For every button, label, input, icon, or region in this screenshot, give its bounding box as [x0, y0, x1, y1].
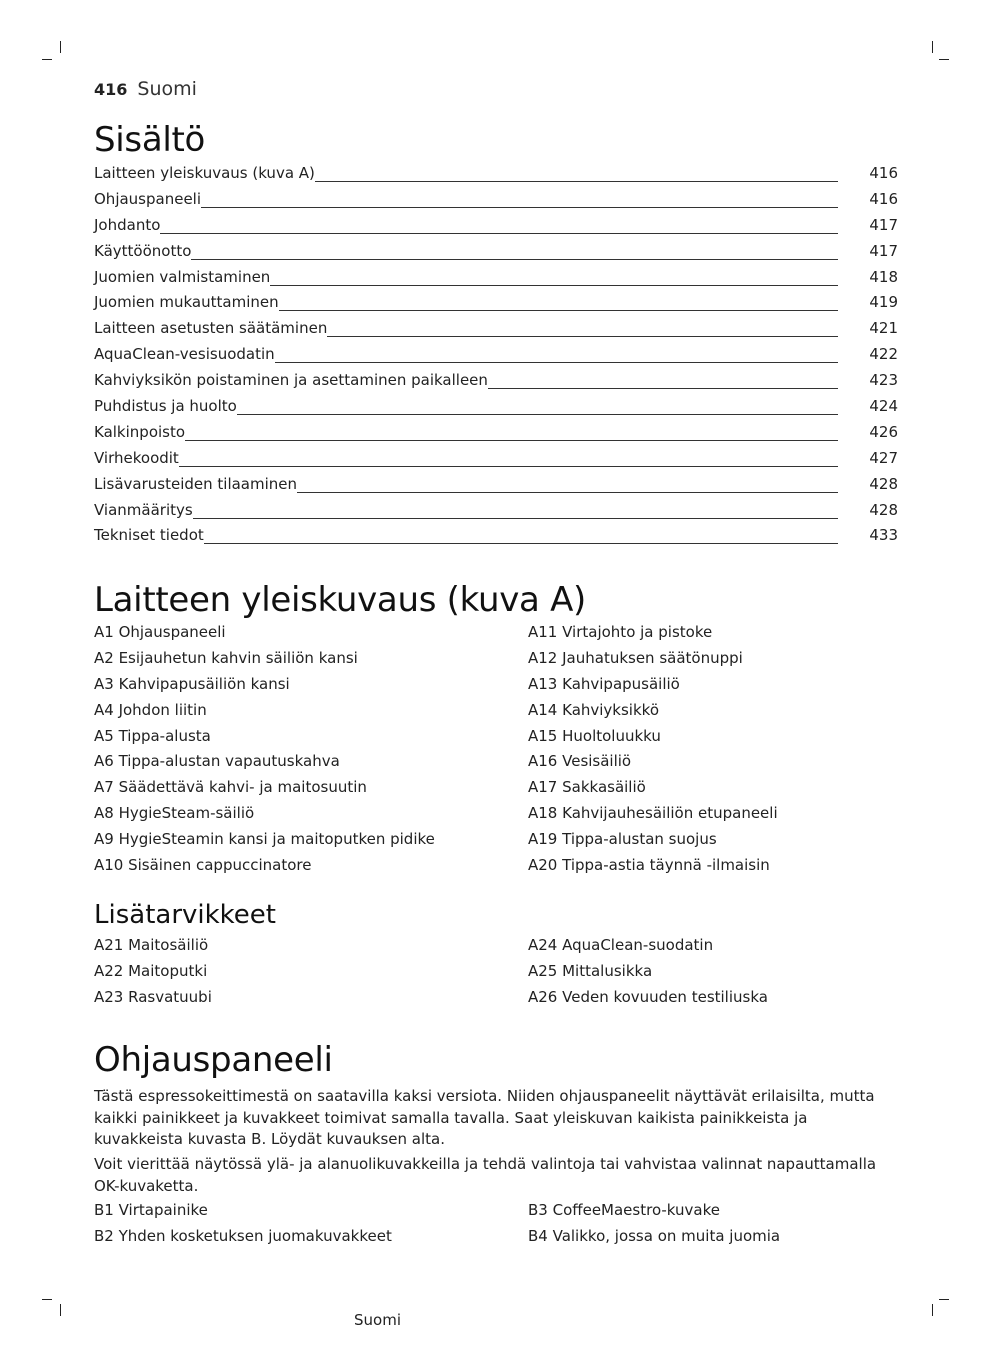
list-row [94, 778, 898, 804]
list-item: A13 Kahvipapusäiliö [528, 674, 680, 693]
list-item: A3 Kahvipapusäiliön kansi [94, 674, 290, 693]
toc-entry[interactable] [94, 501, 898, 527]
toc-leader-line [94, 518, 838, 519]
toc-entry-label: Juomien valmistaminen [94, 267, 271, 286]
list-row [94, 752, 898, 778]
list-row [94, 804, 898, 830]
table-of-contents [94, 164, 898, 552]
list-item: A20 Tippa-astia täynnä -ilmaisin [528, 856, 770, 875]
page-number: 416 [94, 80, 128, 99]
list-row [94, 649, 898, 675]
crop-mark [939, 1299, 949, 1300]
crop-mark [60, 1304, 61, 1316]
list-item: B3 CoffeeMaestro-kuvake [528, 1201, 720, 1219]
toc-entry-label: Laitteen yleiskuvaus (kuva A) [94, 164, 315, 182]
list-item: A2 Esijauhetun kahvin säiliön kansi [94, 648, 358, 667]
list-row [94, 623, 898, 649]
toc-entry-label: Laitteen asetusten säätäminen [94, 319, 328, 338]
list-row [94, 727, 898, 753]
toc-title: Sisältö [94, 120, 206, 160]
toc-entry-label: Lisävarusteiden tilaaminen [94, 474, 298, 493]
toc-entry-page: 421 [869, 319, 898, 338]
list-item: A24 AquaClean-suodatin [528, 936, 714, 954]
crop-mark [60, 41, 61, 53]
toc-entry-label: AquaClean-vesisuodatin [94, 345, 275, 364]
toc-entry-label: Johdanto [94, 215, 161, 234]
toc-entry[interactable] [94, 319, 898, 345]
list-row [94, 936, 898, 962]
toc-entry-label: Kahviyksikön poistaminen ja asettaminen paikalleen [94, 371, 488, 390]
list-item: A15 Huoltoluukku [528, 726, 661, 745]
toc-entry-page: 423 [869, 371, 898, 390]
list-row [94, 856, 898, 882]
toc-entry[interactable] [94, 164, 898, 190]
control-panel-paragraph: Tästä espressokeittimestä on saatavilla kaksi versiota. Niiden ohjauspaneelit näyttävät erilaisilta, mutta kaikki painikkeet ja kuvakkeet toimivat samalla tavalla. Saat yleiskuvan kaikista painikkeista ja kuvakkeista kuvasta B. Löydät kuvauksen alta. [94, 1087, 875, 1148]
toc-entry-page: 419 [869, 293, 898, 312]
header-language: Suomi [137, 78, 197, 100]
toc-leader-line [94, 207, 838, 208]
toc-entry-page: 428 [869, 500, 898, 519]
list-item: A25 Mittalusikka [528, 961, 653, 980]
crop-mark [932, 1304, 933, 1316]
list-item: A23 Rasvatuubi [94, 987, 212, 1006]
toc-entry-page: 427 [869, 448, 898, 467]
page-footer: Suomi [354, 1311, 401, 1329]
list-row [94, 701, 898, 727]
toc-entry[interactable] [94, 345, 898, 371]
toc-entry-page: 416 [869, 164, 898, 182]
list-item: A11 Virtajohto ja pistoke [528, 623, 713, 641]
toc-entry[interactable] [94, 449, 898, 475]
list-row [94, 675, 898, 701]
list-row [94, 962, 898, 988]
crop-mark [939, 59, 949, 60]
overview-list [94, 623, 898, 882]
toc-entry-label: Juomien mukauttaminen [94, 293, 279, 312]
list-item: B2 Yhden kosketuksen juomakuvakkeet [94, 1226, 392, 1245]
overview-title: Laitteen yleiskuvaus (kuva A) [94, 580, 586, 620]
list-item: A7 Säädettävä kahvi- ja maitosuutin [94, 778, 367, 797]
toc-entry-label: Tekniset tiedot [94, 526, 204, 545]
list-item: A10 Sisäinen cappuccinatore [94, 856, 312, 875]
list-row [94, 1201, 898, 1227]
toc-entry[interactable] [94, 475, 898, 501]
toc-entry-label: Kalkinpoisto [94, 422, 186, 441]
toc-entry-page: 424 [869, 397, 898, 416]
toc-entry-label: Vianmääritys [94, 500, 193, 519]
list-item: A5 Tippa-alusta [94, 726, 211, 745]
toc-entry-page: 428 [869, 474, 898, 493]
list-item: A14 Kahviyksikkö [528, 700, 659, 719]
toc-entry[interactable] [94, 216, 898, 242]
crop-mark [42, 59, 52, 60]
crop-mark [932, 41, 933, 53]
list-item: B1 Virtapainike [94, 1201, 208, 1219]
toc-entry-page: 433 [869, 526, 898, 545]
crop-mark [42, 1299, 52, 1300]
toc-entry[interactable] [94, 293, 898, 319]
toc-entry-label: Puhdistus ja huolto [94, 397, 237, 416]
toc-entry-page: 417 [869, 215, 898, 234]
toc-entry-page: 417 [869, 241, 898, 260]
toc-entry-page: 416 [869, 189, 898, 208]
toc-entry-page: 422 [869, 345, 898, 364]
accessories-list [94, 936, 898, 1014]
accessories-title: Lisätarvikkeet [94, 900, 276, 930]
control-panel-list [94, 1201, 898, 1253]
toc-leader-line [94, 543, 838, 544]
control-panel-title: Ohjauspaneeli [94, 1040, 333, 1080]
toc-entry[interactable] [94, 190, 898, 216]
list-item: A9 HygieSteamin kansi ja maitoputken pidike [94, 830, 435, 849]
list-item: A6 Tippa-alustan vapautuskahva [94, 752, 340, 771]
list-item: A12 Jauhatuksen säätönuppi [528, 648, 743, 667]
toc-entry[interactable] [94, 423, 898, 449]
list-item: A16 Vesisäiliö [528, 752, 632, 771]
list-item: A17 Sakkasäiliö [528, 778, 646, 797]
toc-entry[interactable] [94, 242, 898, 268]
toc-entry-page: 426 [869, 422, 898, 441]
toc-entry[interactable] [94, 526, 898, 552]
list-item: A19 Tippa-alustan suojus [528, 830, 717, 849]
toc-leader-line [94, 259, 838, 260]
list-item: A4 Johdon liitin [94, 700, 207, 719]
control-panel-paragraph: Voit vierittää näytössä ylä- ja alanuolikuvakkeilla ja tehdä valintoja tai vahvistaa valinnat napauttamalla OK-kuvaketta. [94, 1155, 877, 1195]
list-item: B4 Valikko, jossa on muita juomia [528, 1226, 781, 1245]
list-item: A8 HygieSteam-säiliö [94, 804, 255, 823]
list-row [94, 1227, 898, 1253]
toc-entry-label: Virhekoodit [94, 448, 179, 467]
list-item: A22 Maitoputki [94, 961, 208, 980]
list-item: A21 Maitosäiliö [94, 936, 209, 954]
toc-entry-label: Ohjauspaneeli [94, 189, 202, 208]
toc-leader-line [94, 440, 838, 441]
toc-entry[interactable] [94, 371, 898, 397]
list-item: A1 Ohjauspaneeli [94, 623, 226, 641]
toc-leader-line [94, 466, 838, 467]
list-row [94, 830, 898, 856]
list-item: A18 Kahvijauhesäiliön etupaneeli [528, 804, 778, 823]
toc-entry-page: 418 [869, 267, 898, 286]
toc-entry[interactable] [94, 397, 898, 423]
list-row [94, 988, 898, 1014]
toc-entry-label: Käyttöönotto [94, 241, 192, 260]
page-header [94, 78, 197, 100]
toc-leader-line [94, 233, 838, 234]
toc-entry[interactable] [94, 268, 898, 294]
list-item: A26 Veden kovuuden testiliuska [528, 987, 768, 1006]
